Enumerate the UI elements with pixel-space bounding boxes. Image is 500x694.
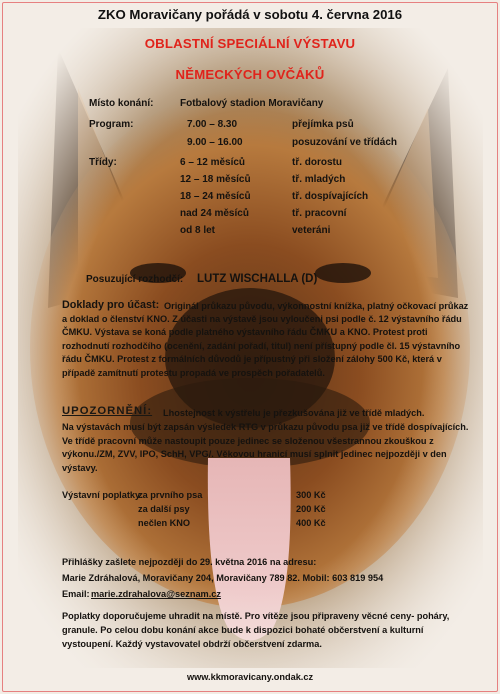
class-age: od 8 let bbox=[180, 225, 216, 236]
venue-value: Fotbalový stadion Moravičany bbox=[180, 98, 324, 109]
warning-label-text: UPOZORNĚNÍ: bbox=[62, 405, 153, 417]
website-link[interactable]: www.kkmoravicany.ondak.cz bbox=[186, 672, 314, 682]
class-name: tř. mladých bbox=[292, 174, 346, 185]
documents-line: řádu ČMKU. Protest z formálních důvodů je přípustný při složení zálohy 500 Kč, která v bbox=[62, 354, 442, 364]
class-age: 18 – 24 měsíců bbox=[180, 191, 251, 202]
breed-title: NĚMECKÝCH OVČÁKŮ bbox=[175, 67, 325, 82]
applications-line: Přihlášky zašlete nejpozději do 29. května 2016 na adresu: bbox=[62, 557, 317, 567]
classes-label: Třídy: bbox=[89, 157, 117, 168]
documents-line: případě zamítnutí protestu propadá ve prospěch pořadatelů. bbox=[62, 368, 325, 378]
judge-name: LUTZ WISCHALLA (D) bbox=[197, 273, 318, 285]
warning-line: Ve třídě pracovní může nastoupit pouze jedinec se složenou všestrannou zkouškou z bbox=[62, 436, 434, 446]
program-time: 7.00 – 8.30 bbox=[187, 119, 238, 130]
email-link[interactable]: marie.zdrahalova@seznam.cz bbox=[91, 589, 221, 599]
program-desc: přejímka psů bbox=[292, 119, 354, 130]
documents-line: ČMKU. Výstava se koná podle platného výstavního řádu ČMKU a KNO. Protest proti bbox=[62, 327, 428, 337]
closing-line: vystoupení. Každý vystavovatel obdrží občerstvení zdarma. bbox=[62, 639, 322, 649]
class-name: tř. dorostu bbox=[292, 157, 342, 168]
fees-label: Výstavní poplatky: bbox=[62, 490, 144, 500]
program-label: Program: bbox=[89, 119, 134, 130]
documents-line: a doklad o členství KNO. Z účasti na výstavě jsou vyloučeni psi podle č. 12 výstavního řádu bbox=[62, 314, 462, 324]
class-age: nad 24 měsíců bbox=[180, 208, 249, 219]
class-name: tř. dospívajících bbox=[292, 191, 369, 202]
fee-desc: nečlen KNO bbox=[138, 518, 191, 528]
fee-desc: za další psy bbox=[138, 504, 190, 514]
warning-line: Na výstavách musí být zapsán výsledek RTG v průkazu původu psa již ve třídě dospívajících. bbox=[62, 422, 469, 432]
class-age: 6 – 12 měsíců bbox=[180, 157, 246, 168]
fee-desc: za prvního psa bbox=[138, 490, 203, 500]
class-name: tř. pracovní bbox=[292, 208, 347, 219]
class-age: 12 – 18 měsíců bbox=[180, 174, 251, 185]
judge-label: Posuzující rozhodčí: bbox=[86, 274, 184, 285]
program-time: 9.00 – 16.00 bbox=[187, 137, 243, 148]
fee-price: 300 Kč bbox=[296, 490, 326, 500]
fee-price: 400 Kč bbox=[296, 518, 326, 528]
warning-line: výkonu./ZM, ZVV, IPO, SchH, VPG/. Věkovou hranicí musí splnit jedinec nejpozději v den bbox=[62, 449, 447, 459]
program-desc: posuzování ve třídách bbox=[292, 137, 398, 148]
documents-label: Doklady pro účast: bbox=[62, 299, 160, 311]
closing-line: Poplatky doporučujeme uhradit na místě. Pro vítěze jsou připraveny věcné ceny- poháry, bbox=[62, 611, 450, 621]
documents-line: Originál průkazu původu, výkonnostní knížka, platný očkovací průkaz bbox=[164, 301, 469, 311]
warning-label bbox=[62, 405, 152, 417]
event-title: ZKO Moravičany pořádá v sobotu 4. června 2016 bbox=[97, 7, 403, 22]
venue-label: Místo konání: bbox=[89, 98, 154, 109]
fee-price: 200 Kč bbox=[296, 504, 326, 514]
warning-line: výstavy. bbox=[62, 463, 98, 473]
class-name: veteráni bbox=[292, 225, 331, 236]
applications-email-label: Email: bbox=[62, 589, 90, 599]
applications-address: Marie Zdráhalová, Moravičany 204, Moravičany 789 82. Mobil: 603 819 954 bbox=[62, 573, 384, 583]
show-title: OBLASTNÍ SPECIÁLNÍ VÝSTAVU bbox=[144, 36, 356, 51]
warning-first-line: Lhostejnost k výstřelu je přezkušována již ve třídě mladých. bbox=[163, 408, 425, 418]
documents-line: rozhodnutí rozhodčího (ocenění, zadání pořadí, titul) není přístupný podle čl. 15 výstavního bbox=[62, 341, 461, 351]
closing-line: granule. Po celou dobu konání akce bude k dispozici bohaté občerstvení a kulturní bbox=[62, 625, 424, 635]
